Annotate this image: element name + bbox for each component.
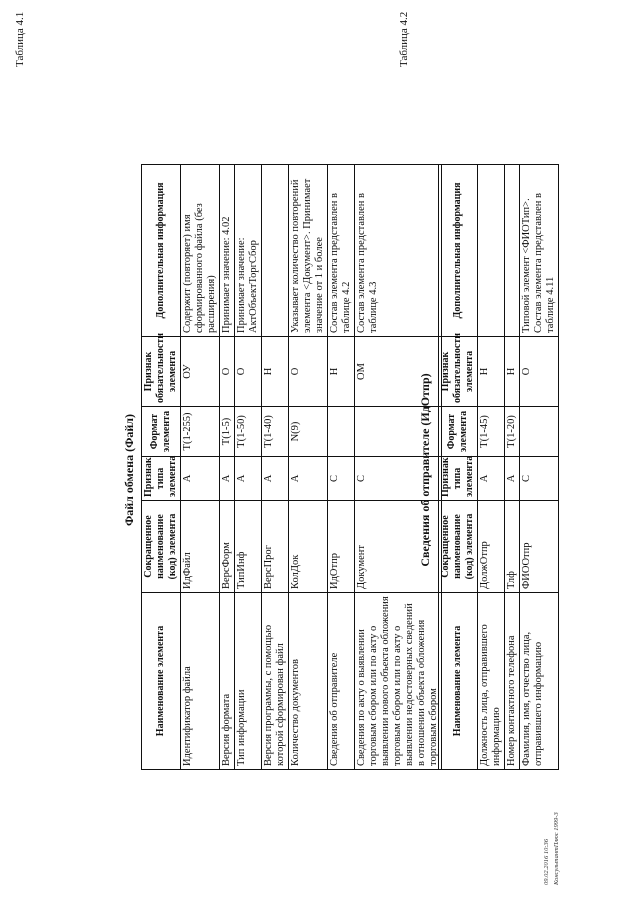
table2-header-info: Дополнительная информация bbox=[439, 165, 478, 337]
table-cell: ИдОтпр bbox=[328, 501, 355, 593]
table1-header-format: Формат элемента bbox=[142, 407, 181, 457]
table-cell: О bbox=[289, 337, 328, 407]
table-cell: Принимает значение: 4.02 bbox=[220, 165, 235, 337]
table-row bbox=[520, 165, 559, 770]
table2-header-code: Сокращенное наименование (код) элемента bbox=[439, 501, 478, 593]
table-cell: А bbox=[220, 457, 235, 501]
table2-title: Сведения об отправителе (ИдОтпр) bbox=[418, 373, 432, 567]
footer-note: КонсультантПлюс 1999-3 bbox=[553, 812, 560, 885]
table-row bbox=[235, 165, 262, 770]
table-row bbox=[289, 165, 328, 770]
table-cell: А bbox=[181, 457, 220, 501]
table2-header-type: Признак типа элемента bbox=[439, 457, 478, 501]
table-cell: Количество документов bbox=[289, 593, 328, 770]
table-cell: T(1-50) bbox=[235, 407, 262, 457]
table-row bbox=[328, 165, 355, 770]
table1 bbox=[141, 164, 442, 770]
table-cell: T(1-5) bbox=[220, 407, 235, 457]
table-cell: Состав элемента представлен в таблице 4.2 bbox=[328, 165, 355, 337]
table-row bbox=[505, 165, 520, 770]
table-cell: T(1-40) bbox=[262, 407, 289, 457]
table2-header-name: Наименование элемента bbox=[439, 593, 478, 770]
table-cell: Версия программы, с помощью которой сформирован файл bbox=[262, 593, 289, 770]
table1-header-code: Сокращенное наименование (код) элемента bbox=[142, 501, 181, 593]
table-cell: N(9) bbox=[289, 407, 328, 457]
table-cell: А bbox=[235, 457, 262, 501]
table-cell: Тлф bbox=[505, 501, 520, 593]
table-cell: Сведения об отправителе bbox=[328, 593, 355, 770]
table-cell: Документ bbox=[355, 501, 442, 593]
table-cell: А bbox=[289, 457, 328, 501]
table-cell bbox=[520, 407, 559, 457]
table-cell: ТипИнф bbox=[235, 501, 262, 593]
table-cell: ДолжОтпр bbox=[478, 501, 505, 593]
table1-header-info: Дополнительная информация bbox=[142, 165, 181, 337]
table-cell: КолДок bbox=[289, 501, 328, 593]
table-cell: ФИООтпр bbox=[520, 501, 559, 593]
table-cell: Принимает значение: АктОбъектТоргСбор bbox=[235, 165, 262, 337]
table-cell: Н bbox=[478, 337, 505, 407]
table1-title: Файл обмена (Файл) bbox=[122, 413, 136, 527]
table-cell: С bbox=[355, 457, 442, 501]
table-cell bbox=[505, 165, 520, 337]
table-cell: С bbox=[328, 457, 355, 501]
table-cell: А bbox=[478, 457, 505, 501]
table2 bbox=[438, 164, 559, 770]
table-cell: О bbox=[235, 337, 262, 407]
table-cell: О bbox=[220, 337, 235, 407]
table-cell: ВерсФорм bbox=[220, 501, 235, 593]
table-cell: А bbox=[262, 457, 289, 501]
table-cell: Н bbox=[328, 337, 355, 407]
table-cell: ВерсПрог bbox=[262, 501, 289, 593]
table-cell: Идентификатор файла bbox=[181, 593, 220, 770]
table-cell: ИдФайл bbox=[181, 501, 220, 593]
table-cell: Сведения по акту о выявлении торговым сбором или по акту о выявлении нового объекта обложения торговым сбором или по акту о выявлении недостоверных сведений в отношении объекта обложения торговым сбором bbox=[355, 593, 442, 770]
table-row bbox=[478, 165, 505, 770]
table-cell: Типовой элемент <ФИОТип>. Состав элемента представлен в таблице 4.11 bbox=[520, 165, 559, 337]
table1-header-type: Признак типа элемента bbox=[142, 457, 181, 501]
table-cell: А bbox=[505, 457, 520, 501]
table-cell: Должность лица, отправившего информацию bbox=[478, 593, 505, 770]
table1-caption: Таблица 4.1 bbox=[14, 11, 26, 67]
table-cell: T(1-20) bbox=[505, 407, 520, 457]
table-cell: Тип информации bbox=[235, 593, 262, 770]
table-cell: T(1-45) bbox=[478, 407, 505, 457]
footer-date: 09.02.2016 10:36 bbox=[543, 838, 550, 885]
table-row bbox=[181, 165, 220, 770]
table-cell: ОМ bbox=[355, 337, 442, 407]
table-cell bbox=[262, 165, 289, 337]
table-cell: Указывает количество повторений элемента <Документ>. Принимает значение от 1 и более bbox=[289, 165, 328, 337]
table-cell bbox=[478, 165, 505, 337]
table-cell: С bbox=[520, 457, 559, 501]
table2-header-row bbox=[439, 165, 478, 770]
table-cell: Номер контактного телефона bbox=[505, 593, 520, 770]
table1-header-name: Наименование элемента bbox=[142, 593, 181, 770]
table2-header-format: Формат элемента bbox=[439, 407, 478, 457]
table2-caption: Таблица 4.2 bbox=[398, 11, 410, 67]
table-row bbox=[220, 165, 235, 770]
table1-header-row bbox=[142, 165, 181, 770]
table1-header-required: Признак обязательности элемента bbox=[142, 337, 181, 407]
table-cell: ОУ bbox=[181, 337, 220, 407]
table-cell: Состав элемента представлен в таблице 4.3 bbox=[355, 165, 442, 337]
table-cell: Н bbox=[262, 337, 289, 407]
table-cell: T(1-255) bbox=[181, 407, 220, 457]
table-cell: Н bbox=[505, 337, 520, 407]
table-row bbox=[262, 165, 289, 770]
table-cell: Версия формата bbox=[220, 593, 235, 770]
table-cell: Содержит (повторяет) имя сформированного файла (без расширения) bbox=[181, 165, 220, 337]
table-cell: О bbox=[520, 337, 559, 407]
table-cell bbox=[328, 407, 355, 457]
table2-header-required: Признак обязательности элемента bbox=[439, 337, 478, 407]
table-cell: Фамилия, имя, отчество лица, отправившего информацию bbox=[520, 593, 559, 770]
